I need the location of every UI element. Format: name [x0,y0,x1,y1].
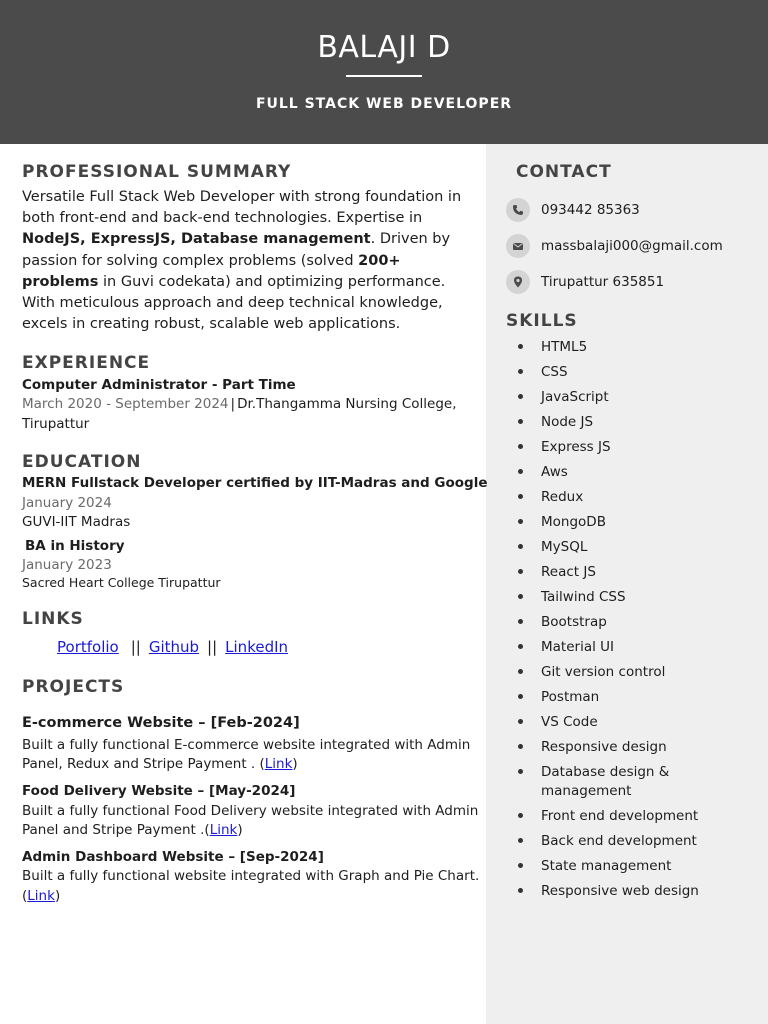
bullet-icon [518,419,523,424]
education-degree: BA in History [25,538,125,554]
summary-bold-problems: 200+ problems [22,252,401,290]
project-description-cont [22,755,298,774]
contact-phone-text: 093442 85363 [541,202,640,218]
project-link[interactable]: Link [27,888,55,904]
skill-item [516,638,766,657]
project-title: Food Delivery Website – [May-2024] [22,783,296,799]
skill-label: CSS [541,364,568,380]
summary-part: in Guvi codekata) and optimizing performance. With meticulous approach and deep technical knowledge, excels in creating robust, scalable web applications. [22,273,446,333]
skill-label: Bootstrap [541,614,607,630]
skill-item [516,738,766,757]
experience-heading: EXPERIENCE [22,353,151,373]
project-text: ( [22,888,28,904]
skill-item [516,338,766,357]
project-title: Admin Dashboard Website – [Sep-2024] [22,849,324,865]
skill-item [516,413,766,432]
skill-label: Material UI [541,639,614,655]
contact-heading: CONTACT [516,162,612,182]
project-title: E-commerce Website – [Feb-2024] [22,715,300,731]
skill-item [516,613,766,632]
project-description-cont [22,887,60,906]
bullet-icon [518,769,523,774]
skill-label: Node JS [541,414,594,430]
job-title: FULL STACK WEB DEVELOPER [255,96,513,112]
phone-icon [506,198,530,222]
education-degree: MERN Fullstack Developer certified by IIT-Madras and Google [22,475,488,491]
bullet-icon [518,619,523,624]
bullet-icon [518,888,523,893]
bullet-icon [518,394,523,399]
skill-item [516,588,766,607]
portfolio-link[interactable]: Portfolio [57,638,119,656]
project-text: ) [54,888,61,904]
contact-email-text: massbalaji000@gmail.com [541,238,723,254]
bullet-icon [518,369,523,374]
summary-text [22,187,462,335]
project-link[interactable]: Link [264,756,293,772]
skill-label: Back end development [541,833,697,849]
skill-item [516,388,766,407]
skill-label: Database design & management [541,764,670,799]
summary-bold-skills: NodeJS, ExpressJS, Database management [22,231,371,248]
bullet-icon [518,838,523,843]
skill-item [516,488,766,507]
skill-item [516,663,766,682]
skill-label: Front end development [541,808,699,824]
project-text: ) [292,756,298,772]
candidate-name: BALAJI D [317,30,451,65]
project-description: Built a fully functional website integrated with Graph and Pie Chart. [22,868,480,884]
contact-location-text: Tirupattur 635851 [541,274,665,290]
bullet-icon [518,719,523,724]
skill-item [516,832,766,851]
skill-label: MySQL [541,539,588,555]
education-school: GUVI-IIT Madras [22,514,131,530]
github-link[interactable]: Github [148,638,200,656]
skill-label: Express JS [541,439,611,455]
links-separator: || [130,638,141,656]
bullet-icon [518,494,523,499]
skill-item [516,688,766,707]
education-heading: EDUCATION [22,452,142,472]
skill-label: State management [541,858,672,874]
bullet-icon [518,863,523,868]
skill-label: Postman [541,689,600,705]
projects-heading: PROJECTS [22,677,125,697]
skill-item [516,882,766,901]
bullet-icon [518,569,523,574]
skill-label: Git version control [541,664,666,680]
skill-label: React JS [541,564,596,580]
summary-part: Versatile Full Stack Web Developer with strong foundation in both front-end and back-end technologies. Expertise in [22,189,462,227]
project-link[interactable]: Link [209,822,238,838]
bullet-icon [518,813,523,818]
skill-item [516,857,766,876]
bullet-icon [518,744,523,749]
location-pin-icon [506,270,530,294]
skill-item [516,363,766,382]
skill-label: VS Code [541,714,598,730]
project-description: Built a fully functional Food Delivery website integrated with Admin [22,803,479,819]
bullet-icon [518,544,523,549]
bullet-icon [518,344,523,349]
skills-heading: SKILLS [506,311,578,331]
bullet-icon [518,644,523,649]
education-date: January 2023 [22,557,112,573]
links-separator: || [207,638,218,656]
bullet-icon [518,669,523,674]
experience-dates: March 2020 - September 2024 [22,396,229,412]
linkedin-link[interactable]: LinkedIn [225,638,289,656]
summary-heading: PROFESSIONAL SUMMARY [22,162,292,182]
skill-label: MongoDB [541,514,606,530]
project-description: Built a fully functional E-commerce website integrated with Admin [22,737,471,753]
skill-label: Tailwind CSS [541,589,626,605]
links-row [57,638,288,656]
skill-item [516,807,766,826]
experience-details [22,395,462,414]
header-divider [346,75,422,77]
skill-label: JavaScript [541,389,609,405]
skill-label: Responsive web design [541,883,699,899]
education-school: Sacred Heart College Tirupattur [22,575,221,590]
summary-part: . Driven by passion for solving complex problems (solved [22,231,451,269]
skill-item [516,763,681,801]
skill-item [516,538,766,557]
experience-org: Dr.Thangamma Nursing College, [237,396,457,412]
experience-separator: | [230,396,236,412]
project-text: ) [237,822,243,838]
bullet-icon [518,694,523,699]
bullet-icon [518,469,523,474]
bullet-icon [518,594,523,599]
project-text: Panel, Redux and Stripe Payment . ( [22,756,265,772]
project-description-cont [22,821,243,840]
bullet-icon [518,519,523,524]
skill-item [516,513,766,532]
resume-header [0,0,768,144]
skill-item [516,438,766,457]
skill-label: HTML5 [541,339,588,355]
skill-item [516,563,766,582]
mail-icon [506,234,530,258]
experience-role: Computer Administrator - Part Time [22,377,296,393]
links-heading: LINKS [22,609,84,629]
experience-location: Tirupattur [22,416,90,432]
bullet-icon [518,444,523,449]
project-text: Panel and Stripe Payment .( [22,822,210,838]
skill-label: Redux [541,489,584,505]
skills-list [516,338,766,907]
skill-item [516,463,766,482]
skill-label: Aws [541,464,568,480]
skill-label: Responsive design [541,739,667,755]
skill-item [516,713,766,732]
education-date: January 2024 [22,495,112,511]
